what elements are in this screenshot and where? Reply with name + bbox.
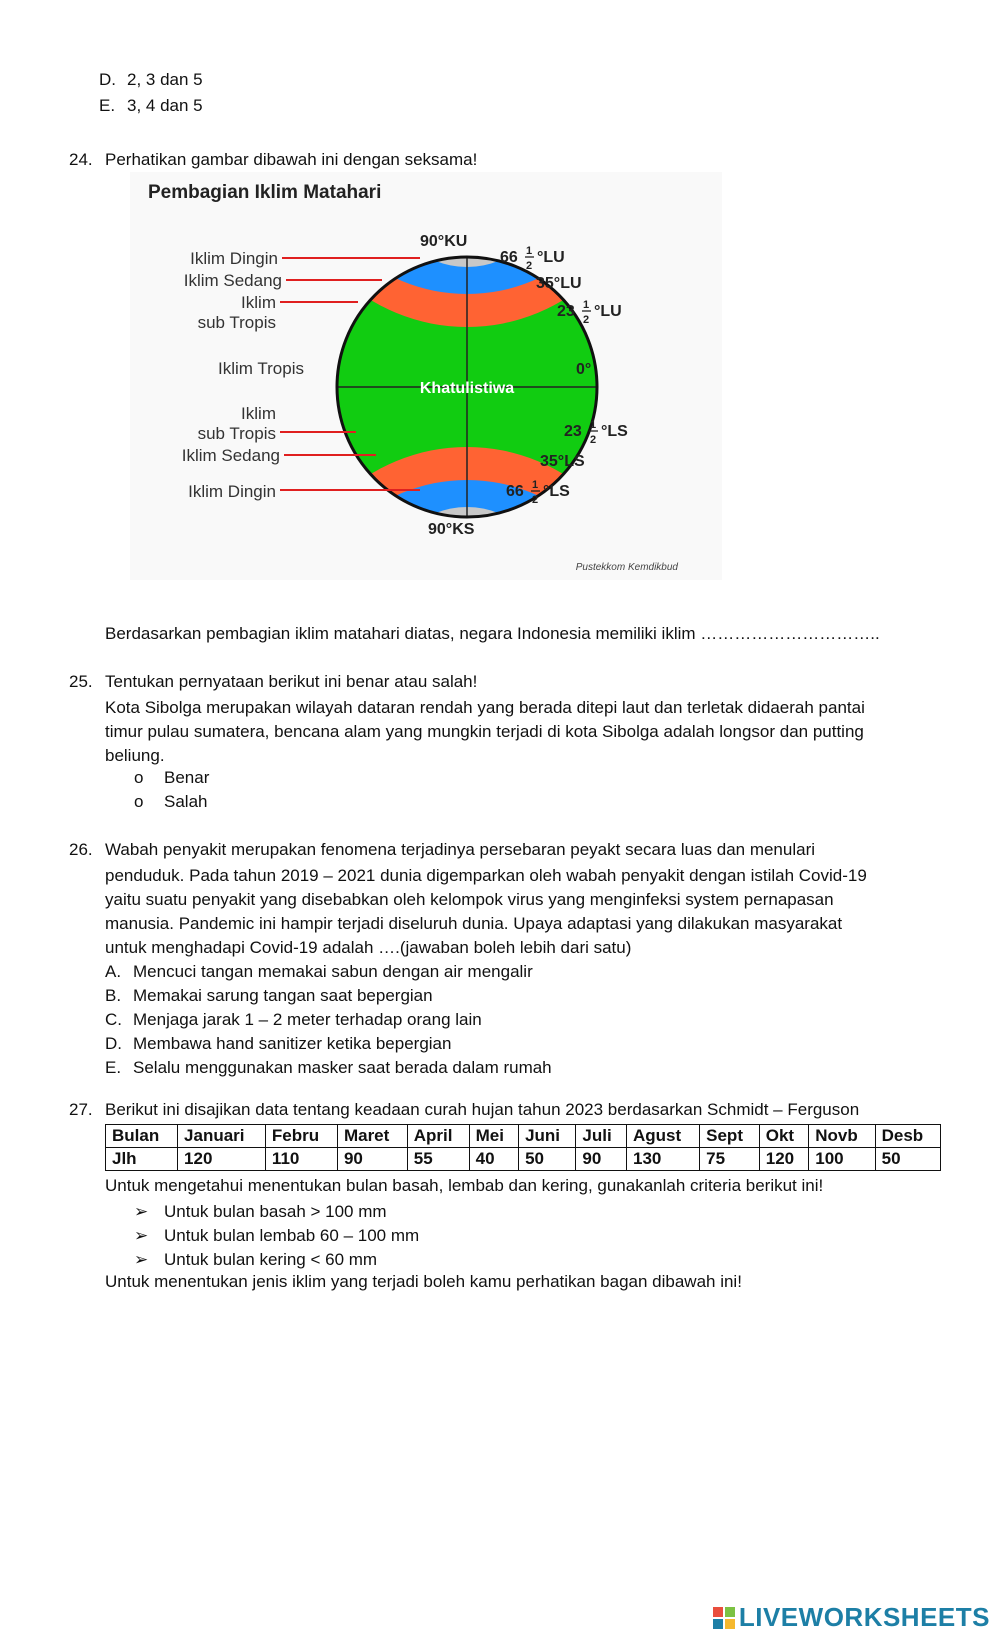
table-cell: Juni [519, 1125, 576, 1148]
label-zero: 0° [576, 361, 592, 378]
table-cell: Desb [875, 1125, 940, 1148]
label-sedang-top: Iklim Sedang [183, 271, 282, 290]
table-cell: 120 [759, 1148, 808, 1171]
q26-option-b[interactable]: B. Memakai sarung tangan saat bepergian [105, 986, 433, 1005]
climate-zone-diagram [130, 172, 722, 580]
table-cell: Mei [469, 1125, 518, 1148]
q25-prompt: 25. Tentukan pernyataan berikut ini benar atau salah! [69, 672, 478, 691]
svg-text:1: 1 [532, 479, 539, 491]
figure-credit: Pustekkom Kemdikbud [575, 562, 678, 573]
table-cell: April [407, 1125, 469, 1148]
equator-label: Khatulistiwa [419, 380, 515, 397]
table-cell: Sept [700, 1125, 760, 1148]
q25-option-salah[interactable]: o Salah [134, 792, 208, 811]
criteria-item: ➢ Untuk bulan basah > 100 mm [134, 1202, 387, 1221]
q24-question: Berdasarkan pembagian iklim matahari diatas, negara Indonesia memiliki iklim ………………………….. [105, 624, 880, 643]
table-cell: Juli [576, 1125, 627, 1148]
figure-title: Pembagian Iklim Matahari [148, 182, 382, 203]
label-tropis: Iklim Tropis [218, 359, 304, 378]
label-sedang-bot: Iklim Sedang [181, 446, 280, 465]
table-cell: 90 [576, 1148, 627, 1171]
table-cell: 75 [700, 1148, 760, 1171]
label-66-lu: 66 [500, 249, 518, 266]
table-cell: 100 [809, 1148, 875, 1171]
table-cell: Jlh [106, 1148, 178, 1171]
table-cell: Novb [809, 1125, 875, 1148]
q26-option-a[interactable]: A. Mencuci tangan memakai sabun dengan air mengalir [105, 962, 533, 981]
table-cell: 90 [337, 1148, 407, 1171]
q27-criteria-list [134, 1200, 419, 1272]
table-cell: Januari [178, 1125, 266, 1148]
q25-statement: Kota Sibolga merupakan wilayah dataran rendah yang berada ditepi laut dan terletak didaerah pantai timur pulau sumatera, bencana alam yang mungkin terjadi di kota Sibolga adalah longsor dan putting beliung. [105, 698, 865, 765]
criteria-item: ➢ Untuk bulan lembab 60 – 100 mm [134, 1226, 420, 1245]
svg-text:°LU: °LU [537, 249, 565, 266]
svg-text:°LU: °LU [594, 303, 622, 320]
liveworksheets-logo[interactable] [713, 1602, 990, 1633]
prev-option-e[interactable]: E. 3, 4 dan 5 [99, 96, 203, 115]
svg-text:1: 1 [590, 419, 597, 431]
label-subtropis-top-1: Iklim [241, 293, 276, 312]
table-cell: Okt [759, 1125, 808, 1148]
table-cell: 130 [626, 1148, 699, 1171]
q26-prompt: 26. Wabah penyakit merupakan fenomena terjadinya persebaran peyakt secara luas dan menulari [69, 840, 816, 859]
label-dingin-top: Iklim Dingin [190, 249, 278, 268]
climate-zone-figure [130, 172, 722, 580]
prev-option-d[interactable]: D. 2, 3 dan 5 [99, 70, 203, 89]
svg-text:2: 2 [526, 260, 533, 272]
table-cell: 110 [265, 1148, 337, 1171]
label-subtropis-bot-2: sub Tropis [197, 424, 276, 443]
table-cell: 50 [875, 1148, 940, 1171]
q25-option-benar[interactable]: o Benar [134, 768, 210, 787]
q24-prompt: 24. Perhatikan gambar dibawah ini dengan seksama! [69, 150, 478, 169]
logo-icon [713, 1607, 735, 1629]
svg-text:2: 2 [590, 434, 597, 446]
logo-text: LIVEWORKSHEETS [738, 1602, 990, 1632]
label-subtropis-top-2: sub Tropis [197, 313, 276, 332]
table-row-values [106, 1148, 941, 1171]
rainfall-table [105, 1124, 941, 1171]
q27-outro: Untuk menentukan jenis iklim yang terjadi boleh kamu perhatikan bagan dibawah ini! [105, 1272, 742, 1291]
label-23-ls: 23 [564, 423, 582, 440]
label-23-lu: 23 [557, 303, 575, 320]
q26-options [105, 960, 552, 1080]
label-90-ku: 90°KU [420, 233, 468, 250]
svg-text:2: 2 [583, 314, 590, 326]
table-cell: Febru [265, 1125, 337, 1148]
table-cell: Bulan [106, 1125, 178, 1148]
svg-text:°LS: °LS [601, 423, 628, 440]
table-cell: 50 [519, 1148, 576, 1171]
table-cell: 55 [407, 1148, 469, 1171]
svg-text:1: 1 [583, 299, 590, 311]
q26-option-d[interactable]: D. Membawa hand sanitizer ketika bepergian [105, 1034, 452, 1053]
label-dingin-bot: Iklim Dingin [188, 482, 276, 501]
svg-text:1: 1 [526, 245, 533, 257]
table-cell: 40 [469, 1148, 518, 1171]
label-35-ls: 35°LS [540, 453, 585, 470]
q27-prompt: 27. Berikut ini disajikan data tentang keadaan curah hujan tahun 2023 berdasarkan Schmidt – Ferguson [69, 1100, 860, 1119]
q26-option-c[interactable]: C. Menjaga jarak 1 – 2 meter terhadap orang lain [105, 1010, 482, 1029]
label-subtropis-bot-1: Iklim [241, 404, 276, 423]
label-90-ks: 90°KS [428, 521, 475, 538]
q26-option-e[interactable]: E. Selalu menggunakan masker saat berada dalam rumah [105, 1058, 552, 1077]
q27-criteria-intro: Untuk mengetahui menentukan bulan basah, lembab dan kering, gunakanlah criteria berikut ini! [105, 1176, 824, 1195]
criteria-item: ➢ Untuk bulan kering < 60 mm [134, 1250, 378, 1269]
left-labels [182, 249, 304, 501]
table-cell: Maret [337, 1125, 407, 1148]
label-35-lu: 35°LU [536, 275, 582, 292]
table-cell: Agust [626, 1125, 699, 1148]
label-66-ls: 66 [506, 483, 524, 500]
q26-body: penduduk. Pada tahun 2019 – 2021 dunia digemparkan oleh wabah penyakit dengan istilah Covid-19 yaitu suatu penyakit yang disebabkan oleh kelompok virus yang menginfeksi system pernapasan manusia. Pandemic ini hampir terjadi diseluruh dunia. Upaya adaptasi yang dilakukan masyarakat untuk menghadapi Covid-19 adalah ….(jawaban boleh lebih dari satu) [105, 866, 867, 957]
svg-text:2: 2 [532, 494, 539, 506]
table-row-header [106, 1125, 941, 1148]
table-cell: 120 [178, 1148, 266, 1171]
svg-text:°LS: °LS [543, 483, 570, 500]
